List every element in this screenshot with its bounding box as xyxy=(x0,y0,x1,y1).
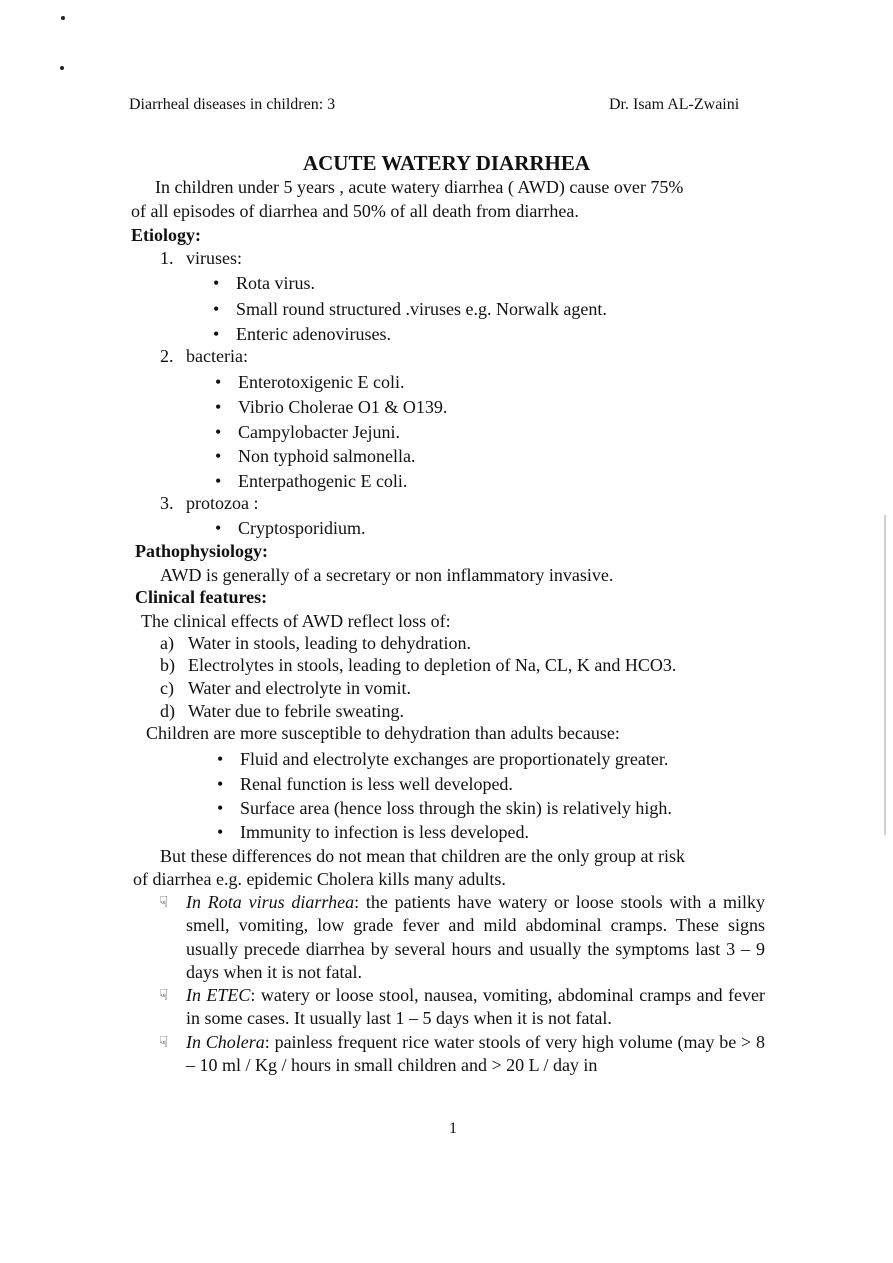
type-rota-paragraph xyxy=(186,891,765,984)
type-label: In ETEC xyxy=(186,985,251,1005)
header-right: Dr. Isam AL-Zwaini xyxy=(609,96,740,113)
hand-pointing-icon: ☟ xyxy=(159,988,169,1004)
header-left: Diarrheal diseases in children: 3 xyxy=(129,96,336,113)
etiology-group-label: viruses: xyxy=(186,248,242,268)
etiology-item: • Rota virus. xyxy=(236,274,315,292)
etiology-item: • Enterotoxigenic E coli. xyxy=(238,373,404,391)
loss-letter: a) xyxy=(160,633,174,653)
type-text: : the patients have watery or loose stools with a milky smell, vomiting, low grade fever and mild abdominal cramps. These signs usually precede diarrhea by several hours and usually the symptoms last 3 – 9 days when it is not fatal. xyxy=(186,892,765,982)
page-title: ACUTE WATERY DIARRHEA xyxy=(302,151,591,175)
hand-pointing-icon: ☟ xyxy=(159,895,169,911)
susceptibility-reason: • Surface area (hence loss through the skin) is relatively high. xyxy=(240,799,672,817)
type-label: In Rota virus diarrhea xyxy=(186,892,355,912)
susceptibility-reason: • Fluid and electrolyte exchanges are proportionately greater. xyxy=(240,750,668,768)
pathophysiology-text: AWD is generally of a secretary or non inflammatory invasive. xyxy=(160,565,614,585)
etiology-group-number: 3. xyxy=(160,493,174,513)
susceptibility-reason: • Renal function is less well developed. xyxy=(240,775,513,793)
etiology-group-number: 1. xyxy=(160,248,174,268)
clinical-heading: Clinical features: xyxy=(135,587,268,607)
scan-speck xyxy=(61,16,65,20)
etiology-heading: Etiology: xyxy=(131,225,201,245)
susceptibility-reason: • Immunity to infection is less developed. xyxy=(240,823,529,841)
loss-text: Water and electrolyte in vomit. xyxy=(188,678,411,698)
clinical-intro: The clinical effects of AWD reflect loss of: xyxy=(141,611,451,631)
risk-line-1: But these differences do not mean that children are the only group at risk xyxy=(160,846,686,866)
scan-speck xyxy=(60,66,64,70)
etiology-group-label: bacteria: xyxy=(186,346,248,366)
loss-text: Water due to febrile sweating. xyxy=(188,701,404,721)
loss-text: Electrolytes in stools, leading to depletion of Na, CL, K and HCO3. xyxy=(188,655,677,675)
etiology-item: • Enteric adenoviruses. xyxy=(236,325,391,343)
loss-letter: d) xyxy=(160,701,175,721)
pathophysiology-heading: Pathophysiology: xyxy=(135,541,269,561)
loss-letter: c) xyxy=(160,678,174,698)
etiology-group-number: 2. xyxy=(160,346,174,366)
hand-pointing-icon: ☟ xyxy=(159,1035,169,1051)
etiology-item: • Enterpathogenic E coli. xyxy=(238,472,407,490)
etiology-item: • Small round structured .viruses e.g. Norwalk agent. xyxy=(236,300,607,318)
etiology-group-label: protozoa : xyxy=(186,493,259,513)
etiology-item: • Vibrio Cholerae O1 & O139. xyxy=(238,398,447,416)
type-text: : watery or loose stool, nausea, vomiting, abdominal cramps and fever in some cases. It usually last 1 – 5 days when it is not fatal. xyxy=(186,985,765,1029)
loss-text: Water in stools, leading to dehydration. xyxy=(188,633,471,653)
type-cholera-paragraph xyxy=(186,1031,765,1078)
type-label: In Cholera xyxy=(186,1032,265,1052)
type-text: : painless frequent rice water stools of very high volume (may be > 8 – 10 ml / Kg / hours in small children and > 20 L / day in xyxy=(186,1032,765,1076)
etiology-item: • Non typhoid salmonella. xyxy=(238,447,415,465)
risk-line-2: of diarrhea e.g. epidemic Cholera kills many adults. xyxy=(133,869,506,889)
etiology-item: • Campylobacter Jejuni. xyxy=(238,423,400,441)
page-number: 1 xyxy=(449,1120,457,1137)
scan-edge-line xyxy=(884,515,886,835)
loss-letter: b) xyxy=(160,655,175,675)
susceptible-intro: Children are more susceptible to dehydration than adults because: xyxy=(146,723,620,743)
intro-line-2: of all episodes of diarrhea and 50% of all death from diarrhea. xyxy=(131,201,579,221)
intro-line-1: In children under 5 years , acute watery diarrhea ( AWD) cause over 75% xyxy=(155,177,684,197)
etiology-item: • Cryptosporidium. xyxy=(238,519,366,537)
type-etec-paragraph xyxy=(186,984,765,1031)
